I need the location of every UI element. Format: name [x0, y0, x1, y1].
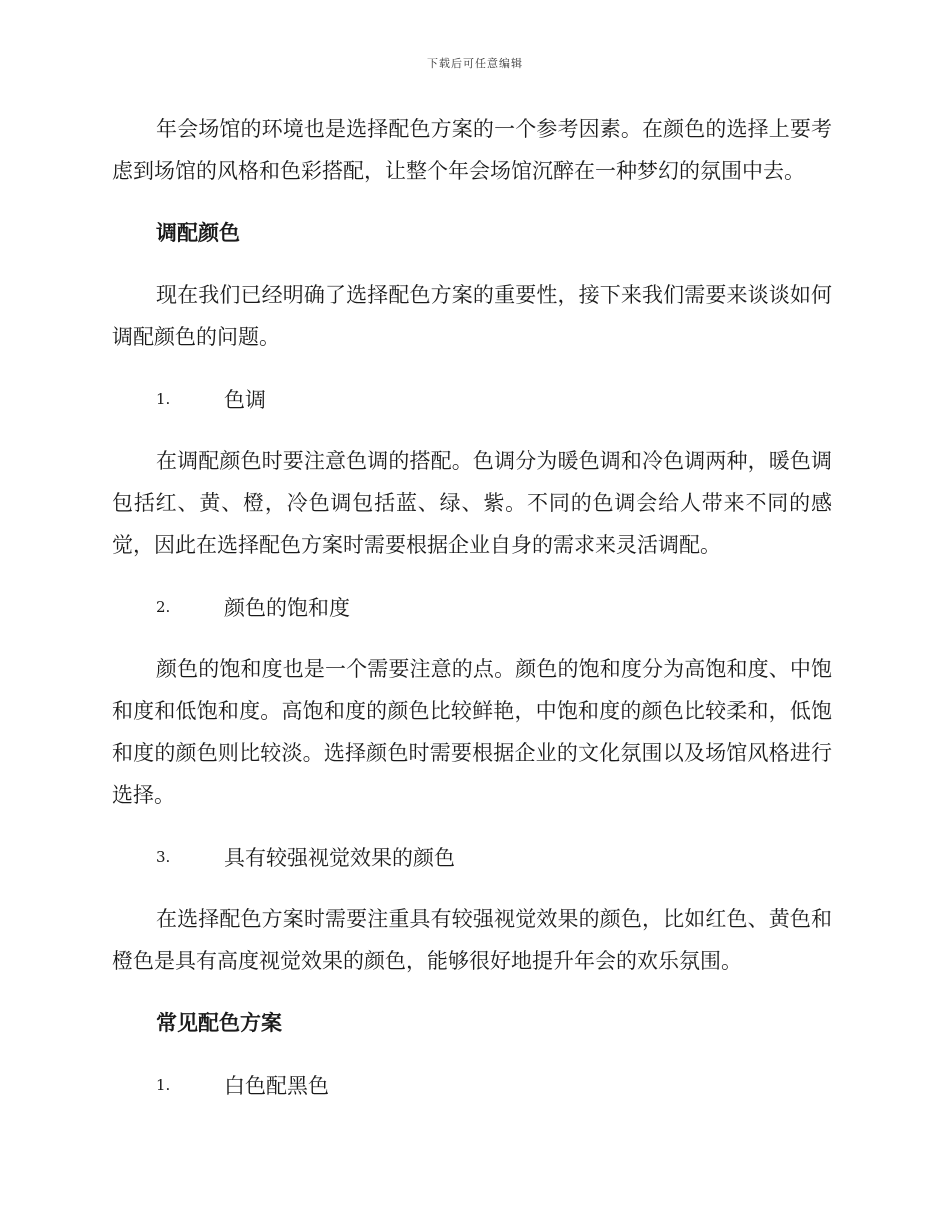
paragraph-venue-environment: 年会场馆的环境也是选择配色方案的一个参考因素。在颜色的选择上要考虑到场馆的风格和色彩搭配，让整个年会场馆沉醉在一种梦幻的氛围中去。 [112, 117, 832, 183]
list-label: 颜色的饱和度 [224, 596, 350, 620]
document-body [112, 108, 832, 1126]
list-number: 3. [156, 848, 171, 866]
paragraph-saturation: 颜色的饱和度也是一个需要注意的点。颜色的饱和度分为高饱和度、中饱和度和低饱和度。高饱和度的颜色比较鲜艳，中饱和度的颜色比较柔和，低饱和度的颜色则比较淡。选择颜色时需要根据企业的文化氛围以及场馆风格进行选择。 [112, 657, 832, 807]
list-number: 1. [156, 390, 171, 408]
paragraph-color-mixing-intro: 现在我们已经明确了选择配色方案的重要性，接下来我们需要来谈谈如何调配颜色的问题。 [112, 283, 832, 349]
paragraph-visual-impact: 在选择配色方案时需要注重具有较强视觉效果的颜色，比如红色、黄色和橙色是具有高度视觉效果的颜色，能够很好地提升年会的欢乐氛围。 [112, 907, 832, 973]
list-label: 白色配黑色 [224, 1074, 329, 1098]
section-heading-common-schemes: 常见配色方案 [156, 1011, 282, 1035]
list-label: 具有较强视觉效果的颜色 [224, 846, 455, 870]
paragraph-hue: 在调配颜色时要注意色调的搭配。色调分为暖色调和冷色调两种，暖色调包括红、黄、橙，冷色调包括蓝、绿、紫。不同的色调会给人带来不同的感觉，因此在选择配色方案时需要根据企业自身的需求来灵活调配。 [112, 449, 832, 557]
list-item-hue [112, 378, 832, 420]
section-heading-color-mixing: 调配颜色 [156, 221, 240, 245]
list-label: 色调 [224, 388, 266, 412]
list-item-white-black [112, 1064, 832, 1106]
list-item-saturation [112, 586, 832, 628]
list-number: 1. [156, 1076, 171, 1094]
list-item-visual-impact [112, 836, 832, 878]
header-note: 下载后可任意编辑 [427, 57, 523, 70]
list-number: 2. [156, 598, 171, 616]
